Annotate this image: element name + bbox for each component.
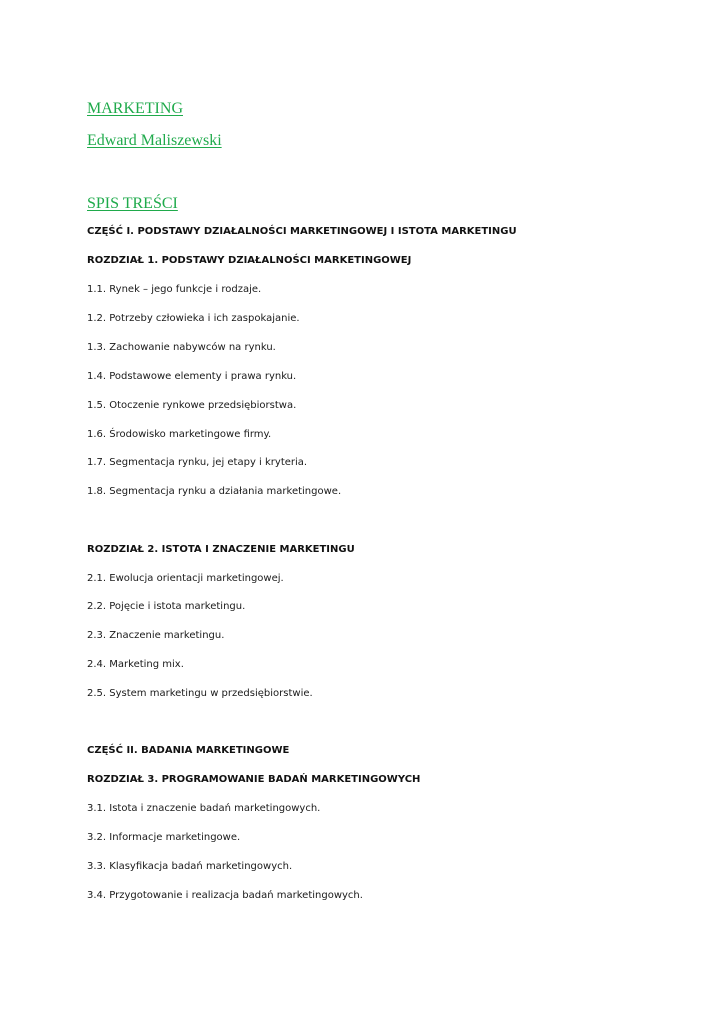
toc-entry: 2.4. Marketing mix. — [87, 659, 184, 670]
toc-entry: 3.1. Istota i znaczenie badań marketingowych. — [87, 803, 321, 814]
toc-entry: 1.3. Zachowanie nabywców na rynku. — [87, 342, 276, 353]
toc-entry: 1.8. Segmentacja rynku a działania marketingowe. — [87, 486, 342, 497]
toc-entry: 2.2. Pojęcie i istota marketingu. — [87, 601, 246, 612]
toc-entry: 2.3. Znaczenie marketingu. — [87, 630, 225, 641]
document-title-link[interactable]: MARKETING — [87, 100, 183, 117]
toc-entry: 1.4. Podstawowe elementy i prawa rynku. — [87, 371, 297, 382]
toc-entry: 3.2. Informacje marketingowe. — [87, 832, 241, 843]
toc-entry: 1.5. Otoczenie rynkowe przedsiębiorstwa. — [87, 400, 297, 411]
chapter-heading: ROZDZIAŁ 2. ISTOTA I ZNACZENIE MARKETINGU — [87, 544, 355, 555]
toc-entry: 1.7. Segmentacja rynku, jej etapy i kryteria. — [87, 457, 308, 468]
part-heading: CZĘŚĆ II. BADANIA MARKETINGOWE — [87, 745, 290, 756]
part-heading: CZĘŚĆ I. PODSTAWY DZIAŁALNOŚCI MARKETINGOWEJ I ISTOTA MARKETINGU — [87, 226, 517, 237]
author-link[interactable]: Edward Maliszewski — [87, 132, 222, 149]
chapter-heading: ROZDZIAŁ 3. PROGRAMOWANIE BADAŃ MARKETINGOWYCH — [87, 774, 421, 785]
chapter-heading: ROZDZIAŁ 1. PODSTAWY DZIAŁALNOŚCI MARKETINGOWEJ — [87, 255, 412, 266]
toc-entry: 1.6. Środowisko marketingowe firmy. — [87, 429, 272, 440]
toc-entry: 2.1. Ewolucja orientacji marketingowej. — [87, 573, 284, 584]
toc-entry: 1.1. Rynek – jego funkcje i rodzaje. — [87, 284, 262, 295]
toc-heading-link[interactable]: SPIS TREŚCI — [87, 195, 178, 212]
toc-entry: 3.4. Przygotowanie i realizacja badań marketingowych. — [87, 890, 363, 901]
toc-entry: 3.3. Klasyfikacja badań marketingowych. — [87, 861, 293, 872]
toc-entry: 1.2. Potrzeby człowieka i ich zaspokajanie. — [87, 313, 300, 324]
toc-entry: 2.5. System marketingu w przedsiębiorstwie. — [87, 688, 313, 699]
